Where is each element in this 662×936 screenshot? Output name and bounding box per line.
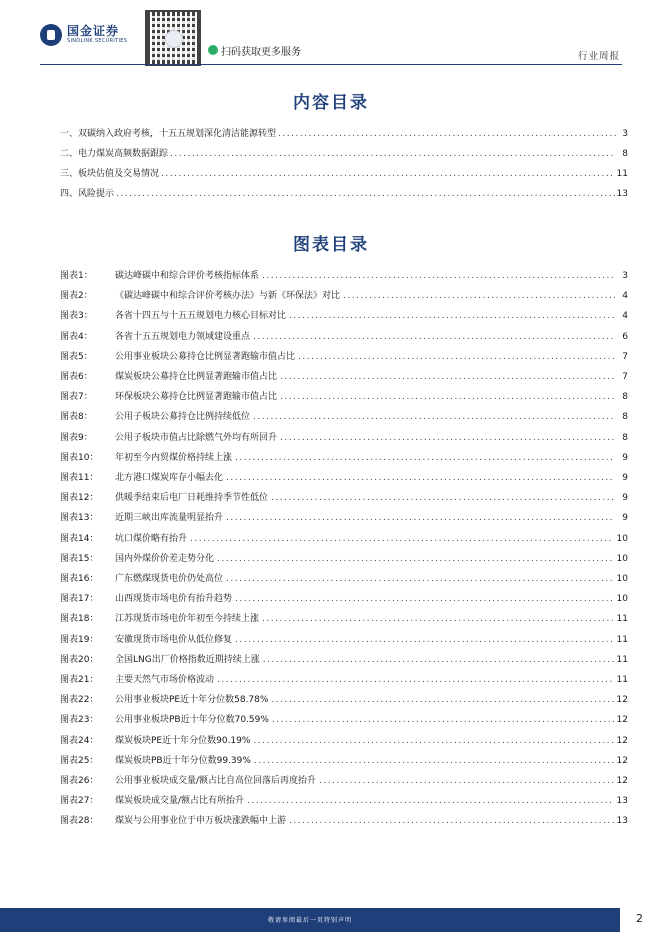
figure-entry-number: 图表22： bbox=[60, 695, 99, 705]
contents-entry[interactable] bbox=[60, 187, 628, 201]
dot-leader bbox=[262, 269, 615, 283]
dot-leader bbox=[319, 774, 614, 788]
figure-entry-number: 图表28： bbox=[60, 816, 99, 826]
figure-entry-number: 图表25： bbox=[60, 756, 99, 766]
dot-leader bbox=[254, 754, 614, 768]
contents-entry-page: 11 bbox=[616, 169, 628, 179]
dot-leader bbox=[226, 471, 615, 485]
figure-entry[interactable] bbox=[60, 491, 628, 505]
figure-entry-page: 12 bbox=[616, 736, 628, 746]
figure-entry[interactable] bbox=[60, 552, 628, 566]
figure-entry-number: 图表1： bbox=[60, 271, 93, 281]
dot-leader bbox=[235, 592, 614, 606]
figure-entry[interactable] bbox=[60, 511, 628, 525]
figure-entry[interactable] bbox=[60, 269, 628, 283]
figure-entry-page: 7 bbox=[622, 372, 628, 382]
figure-entry[interactable] bbox=[60, 471, 628, 485]
figure-entry-page: 8 bbox=[622, 433, 628, 443]
figure-entry[interactable] bbox=[60, 592, 628, 606]
dot-leader bbox=[271, 491, 615, 505]
dot-leader bbox=[217, 552, 614, 566]
contents-entry-label: 三、板块估值及交易情况 bbox=[60, 169, 160, 179]
figure-entry[interactable] bbox=[60, 693, 628, 707]
figure-entry-page: 11 bbox=[616, 655, 628, 665]
dot-leader bbox=[280, 370, 615, 384]
figure-entry-number: 图表5： bbox=[60, 352, 93, 362]
figure-entry-title: 煤炭板块PE近十年分位数90.19% bbox=[115, 736, 251, 746]
dot-leader bbox=[253, 734, 613, 748]
figure-entry-title: 《碳达峰碳中和综合评价考核办法》与新《环保法》对比 bbox=[115, 291, 341, 301]
dot-leader bbox=[170, 147, 616, 161]
dot-leader bbox=[289, 814, 614, 828]
dot-leader bbox=[235, 451, 615, 465]
figure-entry-title: 公用事业板块PE近十年分位数58.78% bbox=[115, 695, 269, 705]
dot-leader bbox=[226, 511, 615, 525]
figure-entry-title: 煤炭板块PB近十年分位数99.39% bbox=[115, 756, 251, 766]
logo-name-en: SINOLINK SECURITIES bbox=[67, 38, 128, 44]
figure-entry-title: 各省十四五与十五五规划电力核心目标对比 bbox=[115, 311, 287, 321]
dot-leader bbox=[161, 167, 615, 181]
figure-entry-title: 安徽现货市场电价从低位修复 bbox=[115, 635, 233, 645]
figure-entry-number: 图表19： bbox=[60, 635, 99, 645]
figure-entry-page: 10 bbox=[616, 594, 628, 604]
qr-caption: 扫码获取更多服务 bbox=[221, 47, 301, 58]
figure-entry[interactable] bbox=[60, 410, 628, 424]
dot-leader bbox=[272, 713, 614, 727]
contents-entry-label: 四、风险提示 bbox=[60, 189, 115, 199]
figure-entry-page: 12 bbox=[616, 695, 628, 705]
figure-entry[interactable] bbox=[60, 794, 628, 808]
figure-entry-title: 国内外煤价价差走势分化 bbox=[115, 554, 215, 564]
dot-leader bbox=[280, 390, 615, 404]
figure-entry-title: 公用事业板块PB近十年分位数70.59% bbox=[115, 715, 269, 725]
dot-leader bbox=[217, 673, 614, 687]
dot-leader bbox=[235, 633, 614, 647]
figure-entry-number: 图表9： bbox=[60, 433, 93, 443]
figure-entry[interactable] bbox=[60, 572, 628, 586]
figure-entry-page: 13 bbox=[616, 816, 628, 826]
dot-leader bbox=[262, 612, 614, 626]
figure-entry-page: 10 bbox=[616, 574, 628, 584]
logo-name-cn: 国金证券 bbox=[67, 24, 120, 38]
figure-entry[interactable] bbox=[60, 612, 628, 626]
figure-entry-title: 煤炭板块公募持仓比例显著跑输市值占比 bbox=[115, 372, 278, 382]
figure-entry-number: 图表4： bbox=[60, 332, 93, 342]
figure-entry-page: 3 bbox=[622, 271, 628, 281]
figure-entry-page: 12 bbox=[616, 715, 628, 725]
figure-entry[interactable] bbox=[60, 289, 628, 303]
qr-center-badge bbox=[165, 30, 183, 48]
contents-entry-page: 13 bbox=[616, 189, 628, 199]
report-type-label: 行业周报 bbox=[577, 51, 620, 62]
footer-notice: 敬请参阅最后一页特别声明 bbox=[267, 917, 352, 924]
figure-entry[interactable] bbox=[60, 532, 628, 546]
figure-entry[interactable] bbox=[60, 309, 628, 323]
figure-entry-number: 图表18： bbox=[60, 614, 99, 624]
figure-entry-number: 图表15： bbox=[60, 554, 99, 564]
figure-entry[interactable] bbox=[60, 370, 628, 384]
figure-entry-number: 图表3： bbox=[60, 311, 93, 321]
figure-entry-title: 主要天然气市场价格波动 bbox=[115, 675, 215, 685]
figure-entry-page: 11 bbox=[616, 635, 628, 645]
figure-entry-title: 公用事业板块成交量/额占比自高位回落后再度抬升 bbox=[115, 776, 317, 786]
dot-leader bbox=[280, 431, 615, 445]
figure-entry-page: 6 bbox=[622, 332, 628, 342]
figures-title: 图表目录 bbox=[293, 235, 369, 255]
dot-leader bbox=[253, 410, 615, 424]
logo-icon bbox=[40, 24, 62, 46]
figure-entry-page: 10 bbox=[616, 534, 628, 544]
figure-entry-number: 图表21： bbox=[60, 675, 99, 685]
dot-leader bbox=[289, 309, 615, 323]
figure-entry[interactable] bbox=[60, 814, 628, 828]
figure-entry-page: 12 bbox=[616, 756, 628, 766]
figure-entry-title: 环保板块公募持仓比例显著跑输市值占比 bbox=[115, 392, 278, 402]
dot-leader bbox=[116, 187, 615, 201]
dot-leader bbox=[253, 330, 615, 344]
figure-entry-number: 图表10： bbox=[60, 453, 99, 463]
dot-leader bbox=[190, 532, 614, 546]
figure-entry-title: 公用事业板块公募持仓比例显著跑输市值占比 bbox=[115, 352, 296, 362]
contents-title: 内容目录 bbox=[293, 93, 369, 113]
figure-entry[interactable] bbox=[60, 734, 628, 748]
figure-entry-number: 图表6： bbox=[60, 372, 93, 382]
wechat-icon bbox=[208, 45, 218, 55]
figure-entry-number: 图表24： bbox=[60, 736, 99, 746]
figure-entry-title: 碳达峰碳中和综合评价考核指标体系 bbox=[115, 271, 260, 281]
figure-entry-page: 9 bbox=[622, 473, 628, 483]
figure-entry-number: 图表23： bbox=[60, 715, 99, 725]
figure-entry-number: 图表17： bbox=[60, 594, 99, 604]
figure-entry-number: 图表26： bbox=[60, 776, 99, 786]
figure-entry[interactable] bbox=[60, 673, 628, 687]
figure-entry-title: 北方港口煤炭库存小幅去化 bbox=[115, 473, 224, 483]
figure-entry-page: 8 bbox=[622, 392, 628, 402]
figure-entry-title: 公用子板块公募持仓比例持续低位 bbox=[115, 412, 251, 422]
dot-leader bbox=[278, 127, 616, 141]
figure-entry-number: 图表7： bbox=[60, 392, 93, 402]
figure-entry[interactable] bbox=[60, 330, 628, 344]
figure-entry[interactable] bbox=[60, 754, 628, 768]
figure-entry-title: 江苏现货市场电价年初至今持续上涨 bbox=[115, 614, 260, 624]
figure-entry[interactable] bbox=[60, 350, 628, 364]
figure-entry-number: 图表13： bbox=[60, 513, 99, 523]
dot-leader bbox=[247, 794, 614, 808]
figure-entry-page: 4 bbox=[622, 311, 628, 321]
figure-entry-page: 9 bbox=[622, 453, 628, 463]
contents-entry-label: 二、电力煤炭高频数据跟踪 bbox=[60, 149, 169, 159]
figure-entry-title: 山西现货市场电价有抬升趋势 bbox=[115, 594, 233, 604]
figure-entry-title: 广东燃煤现货电价仍处高位 bbox=[115, 574, 224, 584]
figure-entry[interactable] bbox=[60, 633, 628, 647]
figure-entry-page: 10 bbox=[616, 554, 628, 564]
figure-entry-number: 图表14： bbox=[60, 534, 99, 544]
figure-entry[interactable] bbox=[60, 774, 628, 788]
figure-entry-page: 11 bbox=[616, 614, 628, 624]
contents-entry[interactable] bbox=[60, 127, 628, 141]
figure-entry-page: 8 bbox=[622, 412, 628, 422]
figure-entry-page: 13 bbox=[616, 796, 628, 806]
figure-entry-number: 图表16： bbox=[60, 574, 99, 584]
dot-leader bbox=[271, 693, 613, 707]
figure-entry-page: 11 bbox=[616, 675, 628, 685]
contents-entry[interactable] bbox=[60, 147, 628, 161]
qr-code-icon[interactable] bbox=[145, 10, 201, 66]
figure-entry-number: 图表20： bbox=[60, 655, 99, 665]
figure-entry-title: 公用子板块市值占比除燃气外均有所回升 bbox=[115, 433, 278, 443]
figure-entry-number: 图表2： bbox=[60, 291, 93, 301]
figure-entry-page: 9 bbox=[622, 493, 628, 503]
figure-entry-title: 坑口煤价略有抬升 bbox=[115, 534, 188, 544]
figure-entry[interactable] bbox=[60, 653, 628, 667]
dot-leader bbox=[226, 572, 614, 586]
figure-entry-page: 7 bbox=[622, 352, 628, 362]
figure-entry-title: 各省十五五规划电力领域建设重点 bbox=[115, 332, 251, 342]
company-logo bbox=[40, 24, 127, 46]
figure-entry-page: 9 bbox=[622, 513, 628, 523]
page-number: 2 bbox=[636, 912, 643, 925]
figure-entry[interactable] bbox=[60, 390, 628, 404]
dot-leader bbox=[343, 289, 615, 303]
figure-entry-page: 4 bbox=[622, 291, 628, 301]
figure-entry-title: 供暖季结束后电厂日耗维持季节性低位 bbox=[115, 493, 269, 503]
contents-entry-page: 8 bbox=[622, 149, 628, 159]
header-divider bbox=[40, 64, 622, 65]
figure-entry-title: 全国LNG出厂价格指数近期持续上涨 bbox=[115, 655, 260, 665]
page-header bbox=[0, 0, 662, 66]
figure-entry-number: 图表27： bbox=[60, 796, 99, 806]
figure-entry-number: 图表11： bbox=[60, 473, 99, 483]
figure-entry-title: 年初至今内贸煤价格持续上涨 bbox=[115, 453, 233, 463]
contents-entry-page: 3 bbox=[622, 129, 628, 139]
figure-entry-title: 煤炭板块成交量/额占比有所抬升 bbox=[115, 796, 245, 806]
contents-entry[interactable] bbox=[60, 167, 628, 181]
figure-entry-number: 图表8： bbox=[60, 412, 93, 422]
contents-entry-label: 一、双碳纳入政府考核，十五五规划深化清洁能源转型 bbox=[60, 129, 277, 139]
dot-leader bbox=[263, 653, 614, 667]
figure-entry-title: 近期三峡出库流量明显抬升 bbox=[115, 513, 224, 523]
figure-entry-title: 煤炭与公用事业位于申万板块涨跌幅中上游 bbox=[115, 816, 287, 826]
figure-entry[interactable] bbox=[60, 451, 628, 465]
figure-entry-page: 12 bbox=[616, 776, 628, 786]
figure-entry[interactable] bbox=[60, 713, 628, 727]
dot-leader bbox=[298, 350, 615, 364]
figure-entry[interactable] bbox=[60, 431, 628, 445]
figure-entry-number: 图表12： bbox=[60, 493, 99, 503]
